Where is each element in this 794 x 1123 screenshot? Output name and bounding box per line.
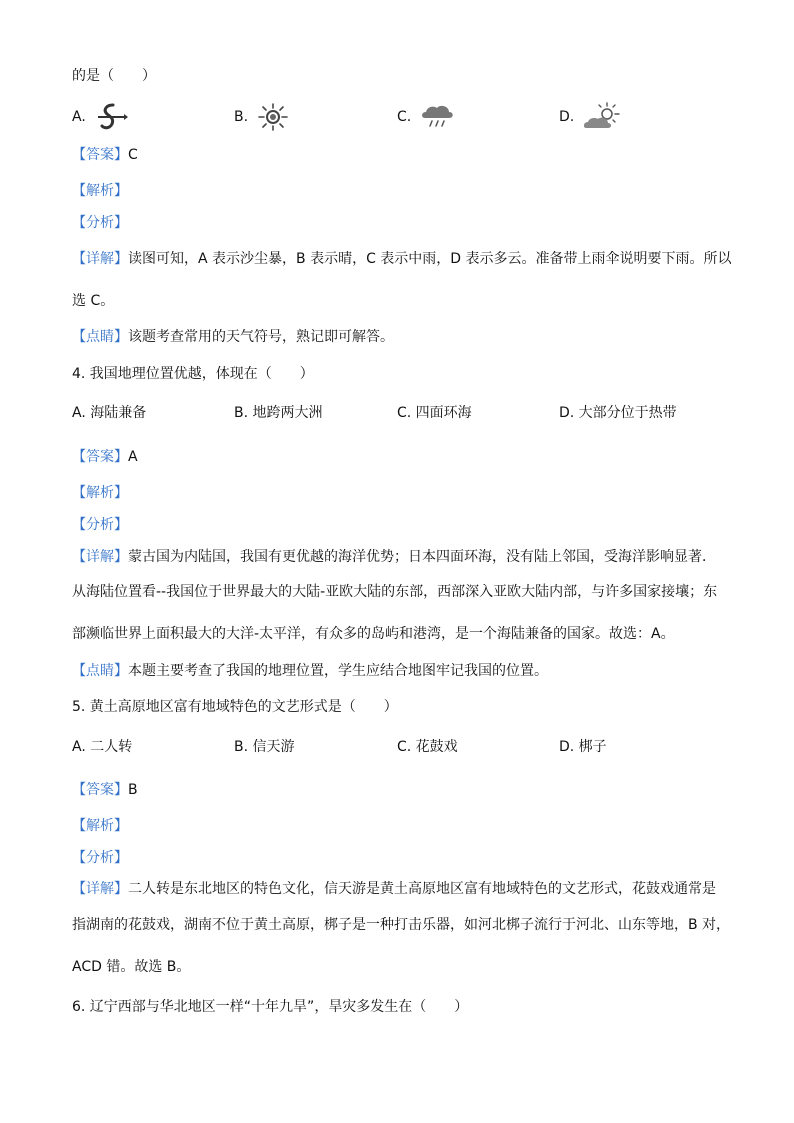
q5-detail-line1: 【详解】二人转是东北地区的特色文化，信天游是黄土高原地区富有地域特色的文艺形式，花鼓戏通常是 — [72, 881, 716, 897]
q3-option-a: A. — [72, 102, 128, 132]
q3-option-b: B. — [234, 102, 290, 132]
q3-options — [72, 102, 712, 124]
q4-fenxi-tag: 【分析】 — [72, 517, 128, 533]
q5-analysis-tag: 【解析】 — [72, 818, 128, 834]
q3-stem-tail: 的是（ ） — [72, 68, 156, 84]
sandstorm-icon — [94, 102, 128, 132]
q4-options — [72, 402, 712, 424]
q3-answer: 【答案】C — [72, 147, 138, 163]
q5-option-a: A. 二人转 — [72, 739, 133, 755]
q5-answer: 【答案】B — [72, 782, 138, 798]
q3-detail-line2: 选 C。 — [72, 293, 115, 309]
q5-fenxi-tag: 【分析】 — [72, 850, 128, 866]
q4-detail-line1: 【详解】蒙古国为内陆国，我国有更优越的海洋优势；日本四面环海，没有陆上邻国，受海洋影响显著． — [72, 549, 716, 565]
q4-answer: 【答案】A — [72, 449, 138, 465]
q4-detail-line3: 部濒临世界上面积最大的大洋-太平洋，有众多的岛屿和港湾，是一个海陆兼备的国家。故选：A。 — [72, 626, 675, 642]
partly-cloudy-icon — [582, 102, 622, 132]
q4-comment: 【点睛】本题主要考查了我国的地理位置，学生应结合地图牢记我国的位置。 — [72, 663, 548, 679]
q3-comment: 【点睛】该题考查常用的天气符号，熟记即可解答。 — [72, 329, 394, 345]
q3-option-d: D. — [559, 102, 622, 132]
q5-option-b: B. 信天游 — [234, 739, 295, 755]
moderate-rain-icon — [419, 102, 455, 132]
q4-option-a: A. 海陆兼备 — [72, 405, 147, 421]
q3-detail-line1: 【详解】读图可知，A 表示沙尘暴，B 表示晴，C 表示中雨，D 表示多云。准备带上雨伞说明要下雨。所以 — [72, 251, 732, 267]
q4-analysis-tag: 【解析】 — [72, 485, 128, 501]
q4-detail-line2: 从海陆位置看--我国位于世界最大的大陆-亚欧大陆的东部，西部深入亚欧大陆内部，与许多国家接壤；东 — [72, 584, 718, 600]
sunny-icon — [256, 102, 290, 132]
q5-stem: 5. 黄土高原地区富有地域特色的文艺形式是（ ） — [72, 699, 398, 715]
q5-options — [72, 736, 712, 758]
q3-fenxi-tag: 【分析】 — [72, 215, 128, 231]
q4-option-c: C. 四面环海 — [397, 405, 472, 421]
q4-option-b: B. 地跨两大洲 — [234, 405, 323, 421]
q3-option-c: C. — [397, 102, 455, 132]
q5-option-c: C. 花鼓戏 — [397, 739, 458, 755]
q5-detail-line2: 指湖南的花鼓戏，湖南不位于黄土高原，梆子是一种打击乐器，如河北梆子流行于河北、山东等地，B 对， — [72, 917, 731, 933]
q5-option-d: D. 梆子 — [559, 739, 607, 755]
q4-option-d: D. 大部分位于热带 — [559, 405, 677, 421]
q3-analysis-tag: 【解析】 — [72, 183, 128, 199]
q4-stem: 4. 我国地理位置优越，体现在（ ） — [72, 366, 314, 382]
q5-detail-line3: ACD 错。故选 B。 — [72, 959, 191, 975]
q6-stem: 6. 辽宁西部与华北地区一样“十年九旱”，旱灾多发生在（ ） — [72, 999, 469, 1015]
